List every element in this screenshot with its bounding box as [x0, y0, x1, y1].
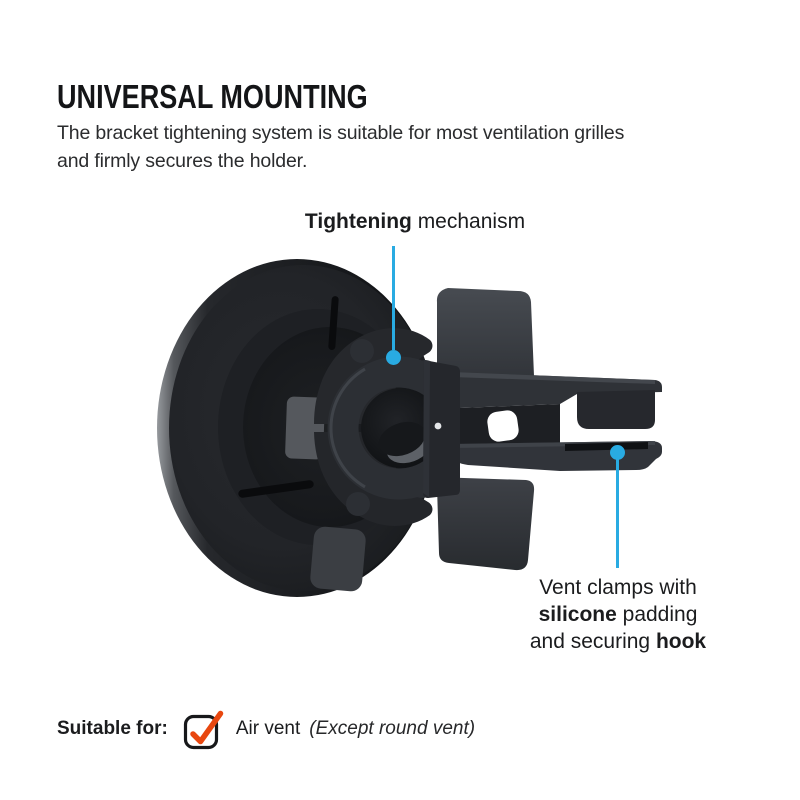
suitable-item-note: (Except round vent)	[309, 718, 476, 739]
disc-bottom-tab	[309, 526, 366, 592]
suitable-for-label: Suitable for:	[57, 718, 168, 739]
leader-line-tightening	[392, 246, 395, 350]
callout-tightening-rest: mechanism	[411, 210, 526, 233]
leader-line-clamps	[616, 458, 619, 568]
subtitle-line-2: and firmly secures the holder.	[57, 149, 308, 172]
callout-clamps-line-3: and securing hook	[529, 630, 707, 653]
suitable-item-label: Air vent	[235, 718, 301, 739]
callout-tightening	[300, 210, 530, 234]
suitability-row	[57, 707, 475, 751]
clamp-stem	[423, 360, 460, 498]
pivot-pin	[435, 423, 442, 430]
callout-clamps-line-1: Vent clamps with	[539, 576, 697, 599]
top-arm-pad	[577, 390, 655, 429]
callout-clamps-line-2: silicone padding	[538, 603, 698, 626]
clamp-arms	[452, 372, 662, 471]
callout-clamps	[500, 574, 736, 655]
leader-dot-tightening-icon	[386, 350, 401, 365]
subtitle-line-1: The bracket tightening system is suitable for most ventilation grilles	[57, 121, 625, 144]
page-title: UNIVERSAL MOUNTING	[57, 78, 368, 116]
checkbox-checked-icon	[182, 708, 224, 750]
callout-tightening-bold: Tightening	[304, 210, 412, 233]
hinge-opening	[486, 409, 520, 443]
